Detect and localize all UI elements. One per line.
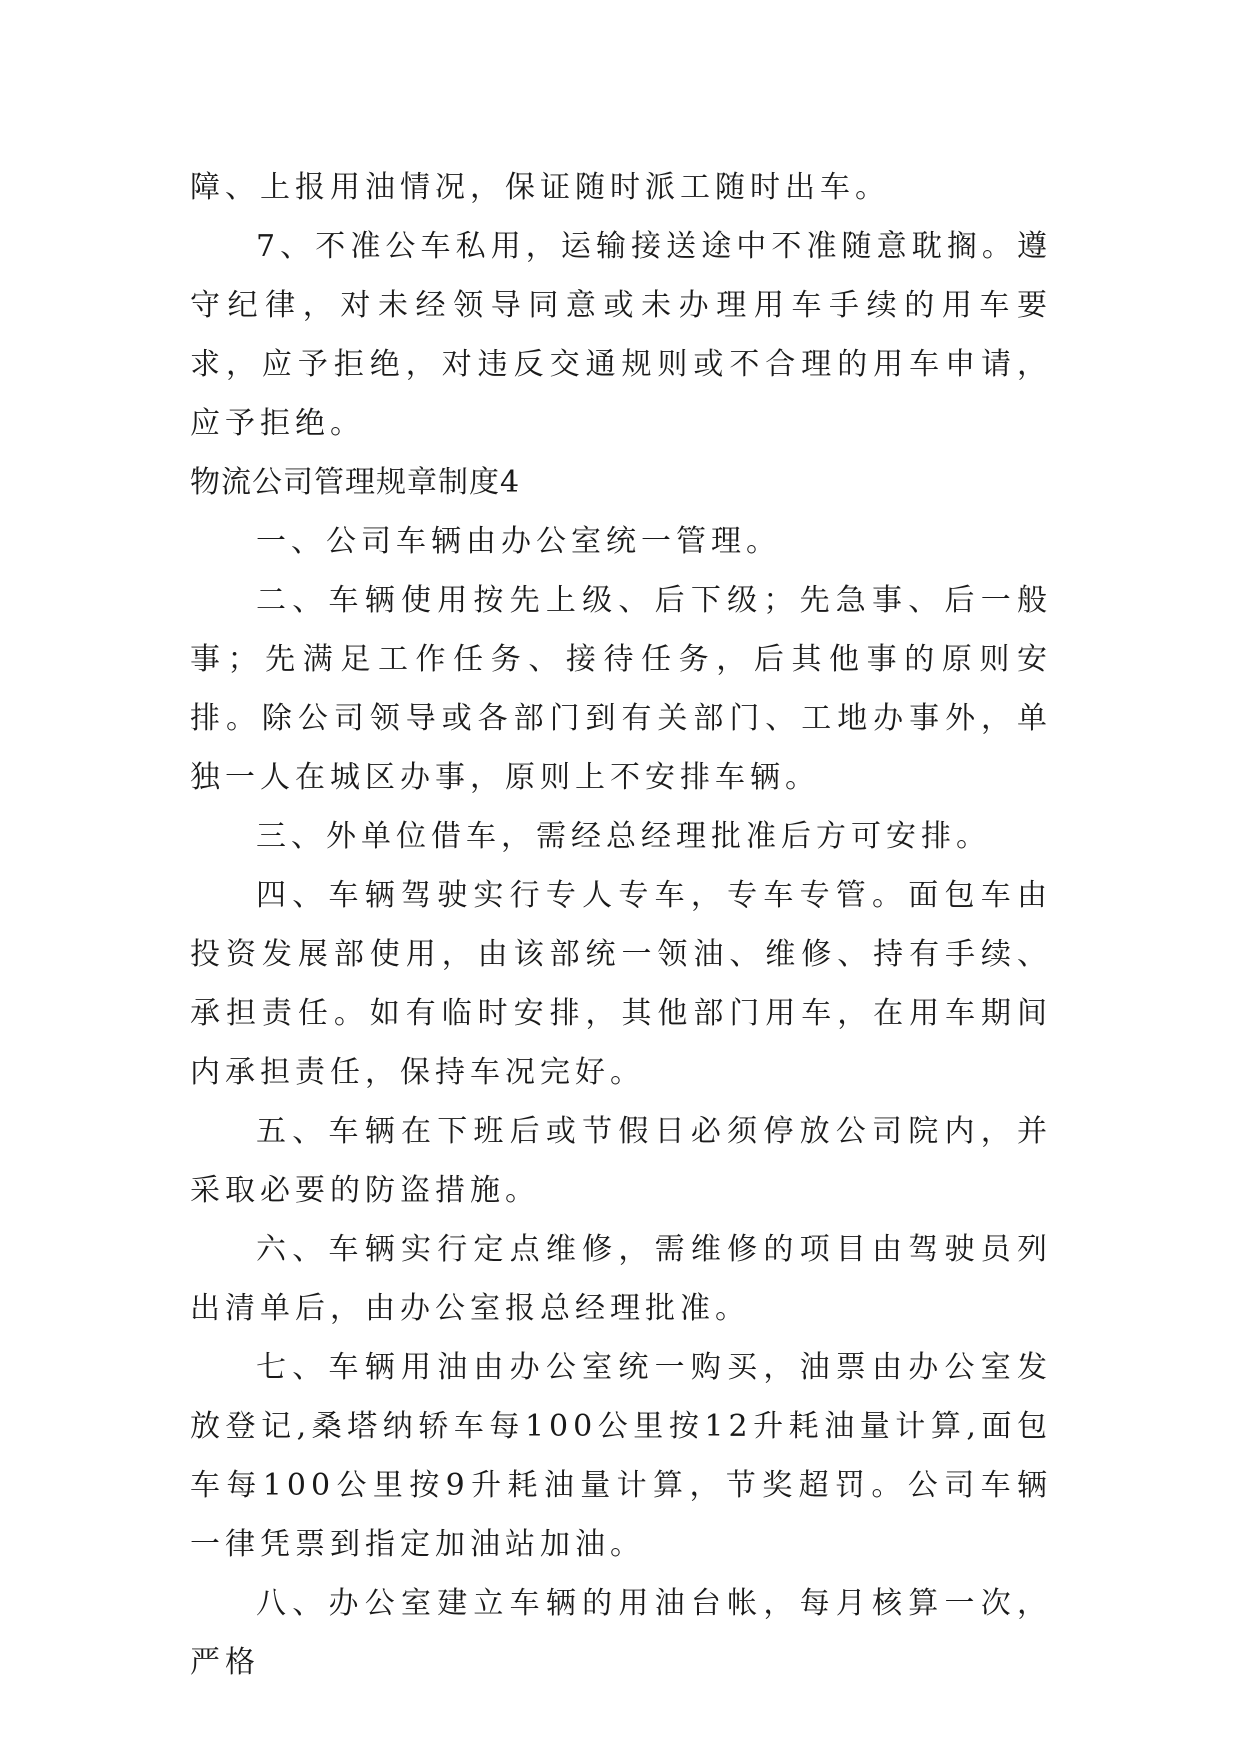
paragraph-item-5: 五、车辆在下班后或节假日必须停放公司院内，并采取必要的防盗措施。	[190, 1114, 1052, 1208]
section-heading: 物流公司管理规章制度4	[190, 465, 521, 500]
paragraph-item-4: 四、车辆驾驶实行专人专车，专车专管。面包车由投资发展部使用，由该部统一领油、维修、持有手续、承担责任。如有临时安排，其他部门用车，在用车期间内承担责任，保持车况完好。	[190, 878, 1052, 1090]
paragraph-continuation: 障、上报用油情况，保证随时派工随时出车。	[190, 170, 890, 205]
paragraph-item-2: 二、车辆使用按先上级、后下级；先急事、后一般事；先满足工作任务、接待任务，后其他事的原则安排。除公司领导或各部门到有关部门、工地办事外，单独一人在城区办事，原则上不安排车辆。	[190, 583, 1052, 795]
paragraph-item-7-fuel: 七、车辆用油由办公室统一购买，油票由办公室发放登记,桑塔纳轿车每100公里按12升耗油量计算,面包车每100公里按9升耗油量计算，节奖超罚。公司车辆一律凭票到指定加油站加油。	[190, 1350, 1052, 1562]
paragraph-item-3: 三、外单位借车，需经总经理批准后方可安排。	[256, 819, 991, 854]
paragraph-item-8: 八、办公室建立车辆的用油台帐，每月核算一次，严格	[190, 1586, 1052, 1680]
paragraph-item-7: 7、不准公车私用，运输接送途中不准随意耽搁。遵守纪律，对未经领导同意或未办理用车手续的用车要求，应予拒绝，对违反交通规则或不合理的用车申请，应予拒绝。	[190, 229, 1052, 441]
document-body	[190, 158, 1052, 1692]
paragraph-item-6: 六、车辆实行定点维修，需维修的项目由驾驶员列出清单后，由办公室报总经理批准。	[190, 1232, 1052, 1326]
paragraph-item-1: 一、公司车辆由办公室统一管理。	[256, 524, 781, 559]
